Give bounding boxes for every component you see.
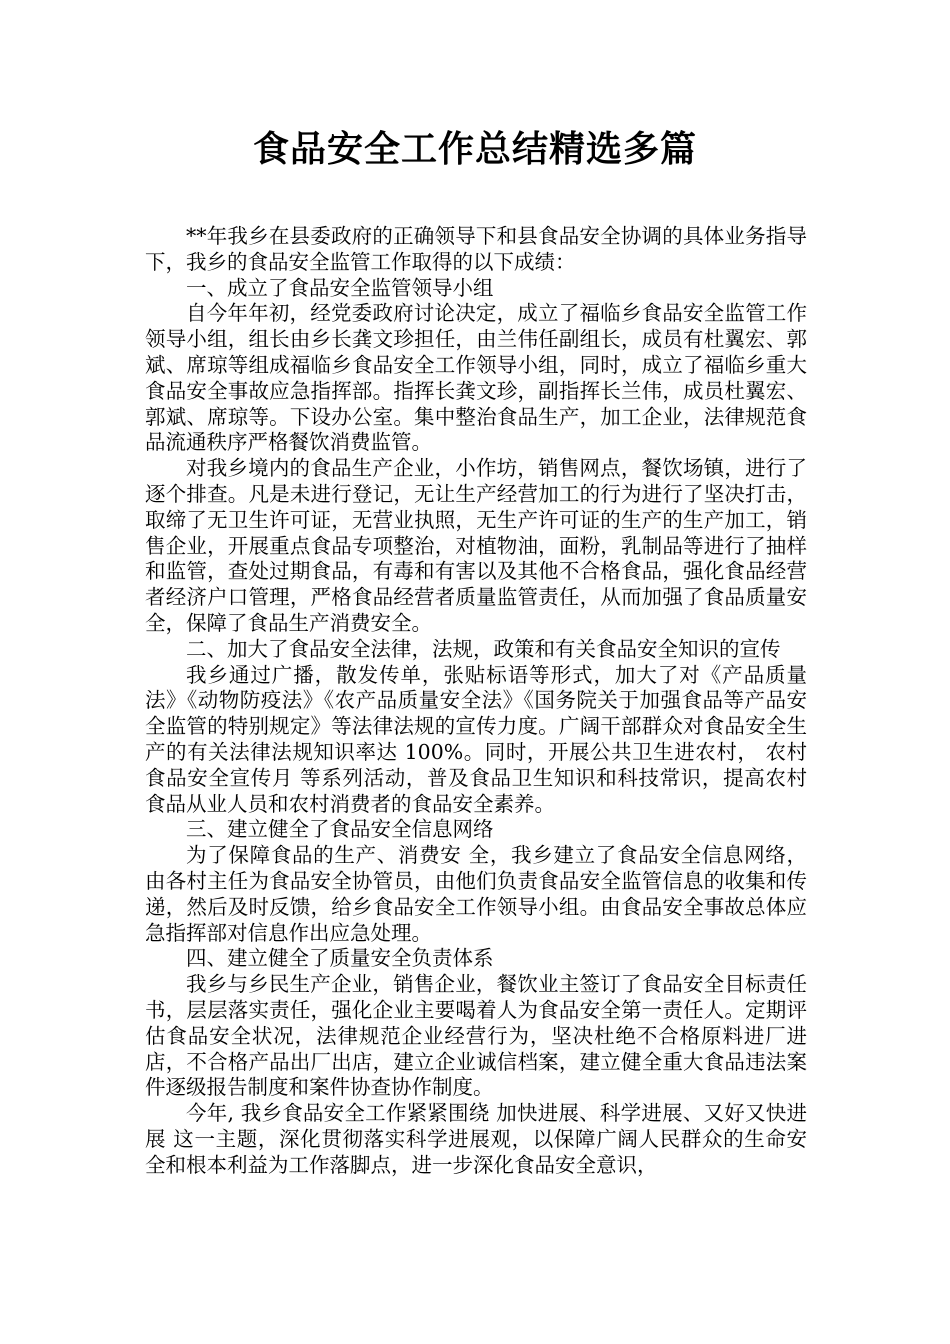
section-heading-3: 三、建立健全了食品安全信息网络 [186,817,494,842]
intro-paragraph: **年我乡在县委政府的正确领导下和县食品安全协调的具体业务指导下，我乡的食品安全监管工作取得的以下成绩： [145,224,807,274]
body-paragraph: 自今年年初，经党委政府讨论决定，成立了福临乡食品安全监管工作领导小组，组长由乡长龚文珍担任，由兰伟任副组长，成员有杜翼宏、郭斌、席琼等组成福临乡食品安全工作领导小组，同时，成立了福临乡重大食品安全事故应急指挥部。指挥长龚文珍，副指挥长兰伟，成员杜翼宏、郭斌、席琼等。下设办公室。集中整治食品生产，加工企业，法律规范食品流通秩序严格餐饮消费监管。 [145,301,807,455]
body-paragraph: 我乡与乡民生产企业，销售企业，餐饮业主签订了食品安全目标责任书，层层落实责任，强化企业主要喝着人为食品安全第一责任人。定期评估食品安全状况，法律规范企业经营行为，坚决杜绝不合格原料进厂进店，不合格产品出厂出店，建立企业诚信档案，建立健全重大食品违法案件逐级报告制度和案件协查协作制度。 [145,972,807,1100]
section-heading-2: 二、加大了食品安全法律，法规，政策和有关食品安全知识的宣传 [186,636,781,661]
document-title: 食品安全工作总结精选多篇 [252,129,697,170]
section-heading-1: 一、成立了食品安全监管领导小组 [186,275,494,300]
section-heading-4: 四、建立健全了质量安全负责体系 [186,946,494,971]
body-paragraph: 今年, 我乡食品安全工作紧紧围绕 加快进展、科学进展、又好又快进展 这一主题，深化贯彻落实科学进展观，以保障广阔人民群众的生命安全和根本利益为工作落脚点，进一步深化食品安全意识， [145,1101,807,1177]
body-paragraph: 我乡通过广播，散发传单，张贴标语等形式，加大了对《产品质量法》《动物防疫法》《农产品质量安全法》《国务院关于加强食品等产品安全监管的特别规定》等法律法规的宣传力度。广阔干部群众对食品安全生产的有关法律法规知识率达 100%。同时，开展公共卫生进农村， 农村食品安全宣传月 等系列活动，普及食品卫生知识和科技常识，提高农村食品从业人员和农村消费者的食品安全素养。 [145,662,807,816]
body-paragraph: 为了保障食品的生产、消费安 全，我乡建立了食品安全信息网络，由各村主任为食品安全协管员，由他们负责食品安全监管信息的收集和传递，然后及时反馈，给乡食品安全工作领导小组。由食品安全事故总体应急指挥部对信息作出应急处理。 [145,843,807,945]
body-paragraph: 对我乡境内的食品生产企业，小作坊，销售网点，餐饮场镇，进行了逐个排查。凡是未进行登记，无让生产经营加工的行为进行了坚决打击，取缔了无卫生许可证，无营业执照，无生产许可证的生产的生产加工，销售企业，开展重点食品专项整治，对植物油，面粉，乳制品等进行了抽样和监管，查处过期食品，有毒和有害以及其他不合格食品，强化食品经营者经济户口管理，严格食品经营者质量监管责任，从而加强了食品质量安全，保障了食品生产消费安全。 [145,456,807,635]
document-body [145,224,807,1178]
